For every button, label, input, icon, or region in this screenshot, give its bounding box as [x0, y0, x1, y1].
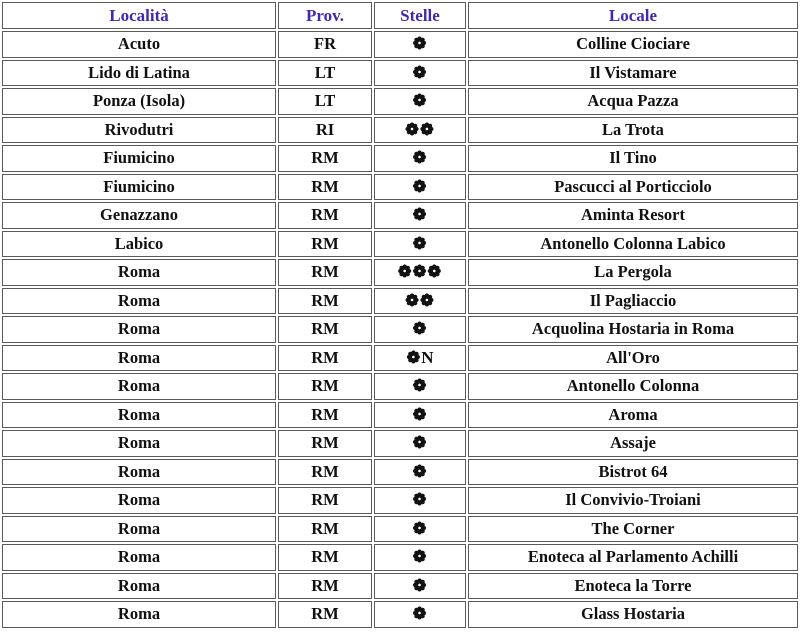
cell-province: RM — [278, 259, 372, 286]
michelin-star-icon: ❁ — [412, 233, 428, 253]
cell-locality: Acuto — [2, 31, 276, 58]
michelin-star-icon: ❁ — [412, 518, 428, 538]
table-header — [2, 2, 798, 29]
table-row — [2, 202, 798, 229]
cell-stars — [374, 544, 466, 571]
column-header-province: Prov. — [278, 2, 372, 29]
cell-venue: La Trota — [468, 117, 798, 144]
column-header-locality: Località — [2, 2, 276, 29]
cell-province: RM — [278, 516, 372, 543]
cell-venue: All'Oro — [468, 345, 798, 372]
cell-province: FR — [278, 31, 372, 58]
cell-venue: Acquolina Hostaria in Roma — [468, 316, 798, 343]
new-entry-marker: N — [421, 347, 434, 367]
cell-venue: Glass Hostaria — [468, 601, 798, 628]
cell-province: RM — [278, 573, 372, 600]
michelin-star-icon: ❁ — [412, 461, 428, 481]
michelin-star-icon: ❁ — [412, 376, 428, 396]
cell-stars — [374, 516, 466, 543]
cell-province: RM — [278, 544, 372, 571]
michelin-star-icon: ❁ — [427, 262, 443, 282]
table-row — [2, 88, 798, 115]
table-row — [2, 345, 798, 372]
cell-stars — [374, 117, 466, 144]
cell-venue: Il Convivio-Troiani — [468, 487, 798, 514]
cell-locality: Labico — [2, 231, 276, 258]
cell-venue: Antonello Colonna — [468, 373, 798, 400]
cell-locality: Roma — [2, 573, 276, 600]
table-row — [2, 231, 798, 258]
table-row — [2, 145, 798, 172]
table-row — [2, 573, 798, 600]
column-header-stars: Stelle — [374, 2, 466, 29]
michelin-star-icon: ❁ — [412, 433, 428, 453]
cell-province: RM — [278, 288, 372, 315]
cell-province: RI — [278, 117, 372, 144]
cell-province: RM — [278, 402, 372, 429]
cell-locality: Roma — [2, 601, 276, 628]
cell-province: LT — [278, 88, 372, 115]
cell-province: RM — [278, 145, 372, 172]
cell-venue: Bistrot 64 — [468, 459, 798, 486]
cell-locality: Roma — [2, 259, 276, 286]
cell-stars — [374, 402, 466, 429]
table-row — [2, 402, 798, 429]
table-row — [2, 117, 798, 144]
table-row — [2, 174, 798, 201]
cell-venue: The Corner — [468, 516, 798, 543]
cell-stars — [374, 145, 466, 172]
cell-venue: Pascucci al Porticciolo — [468, 174, 798, 201]
cell-venue: Enoteca la Torre — [468, 573, 798, 600]
cell-locality: Lido di Latina — [2, 60, 276, 87]
cell-stars — [374, 259, 466, 286]
table-row — [2, 459, 798, 486]
cell-province: RM — [278, 345, 372, 372]
table-row — [2, 288, 798, 315]
cell-venue: Acqua Pazza — [468, 88, 798, 115]
michelin-star-icon: ❁ — [397, 262, 413, 282]
cell-locality: Roma — [2, 288, 276, 315]
table-row — [2, 430, 798, 457]
cell-locality: Fiumicino — [2, 174, 276, 201]
cell-stars — [374, 601, 466, 628]
table-row — [2, 31, 798, 58]
table-row — [2, 60, 798, 87]
cell-venue: Il Vistamare — [468, 60, 798, 87]
cell-stars — [374, 31, 466, 58]
cell-stars — [374, 345, 466, 372]
table-row — [2, 487, 798, 514]
cell-stars — [374, 202, 466, 229]
cell-venue: Colline Ciociare — [468, 31, 798, 58]
table-row — [2, 516, 798, 543]
cell-venue: La Pergola — [468, 259, 798, 286]
cell-locality: Roma — [2, 487, 276, 514]
cell-stars — [374, 430, 466, 457]
michelin-star-icon: ❁ — [412, 262, 428, 282]
header-row — [2, 2, 798, 29]
cell-stars — [374, 60, 466, 87]
column-header-venue: Locale — [468, 2, 798, 29]
cell-locality: Roma — [2, 544, 276, 571]
cell-venue: Aroma — [468, 402, 798, 429]
cell-stars — [374, 459, 466, 486]
michelin-star-icon: ❁ — [412, 34, 428, 54]
cell-locality: Roma — [2, 345, 276, 372]
michelin-star-icon: ❁ — [412, 404, 428, 424]
michelin-star-icon: ❁ — [412, 148, 428, 168]
michelin-star-icon: ❁ — [412, 205, 428, 225]
cell-stars — [374, 288, 466, 315]
cell-locality: Roma — [2, 516, 276, 543]
cell-stars — [374, 573, 466, 600]
cell-province: RM — [278, 430, 372, 457]
michelin-star-icon: ❁ — [420, 119, 435, 139]
cell-locality: Roma — [2, 459, 276, 486]
cell-locality: Roma — [2, 373, 276, 400]
michelin-star-icon: ❁ — [412, 176, 428, 196]
cell-stars — [374, 231, 466, 258]
cell-province: RM — [278, 202, 372, 229]
table-row — [2, 601, 798, 628]
cell-province: RM — [278, 231, 372, 258]
michelin-star-icon: ❁ — [412, 575, 428, 595]
table-row — [2, 373, 798, 400]
michelin-star-icon: ❁ — [412, 490, 428, 510]
cell-venue: Antonello Colonna Labico — [468, 231, 798, 258]
cell-locality: Roma — [2, 402, 276, 429]
cell-locality: Fiumicino — [2, 145, 276, 172]
cell-locality: Roma — [2, 430, 276, 457]
cell-venue: Il Tino — [468, 145, 798, 172]
michelin-star-icon: ❁ — [412, 547, 428, 567]
michelin-star-icon: ❁ — [405, 119, 420, 139]
michelin-star-icon: ❁ — [412, 604, 428, 624]
cell-locality: Roma — [2, 316, 276, 343]
michelin-star-icon: ❁ — [405, 290, 420, 310]
michelin-star-icon: ❁ — [406, 347, 422, 367]
michelin-star-icon: ❁ — [420, 290, 435, 310]
cell-province: RM — [278, 487, 372, 514]
cell-province: RM — [278, 601, 372, 628]
cell-province: LT — [278, 60, 372, 87]
table-row — [2, 316, 798, 343]
cell-province: RM — [278, 174, 372, 201]
cell-locality: Ponza (Isola) — [2, 88, 276, 115]
cell-locality: Genazzano — [2, 202, 276, 229]
cell-stars — [374, 373, 466, 400]
table-row — [2, 259, 798, 286]
cell-venue: Il Pagliaccio — [468, 288, 798, 315]
table-row — [2, 544, 798, 571]
cell-locality: Rivodutri — [2, 117, 276, 144]
cell-province: RM — [278, 316, 372, 343]
cell-venue: Assaje — [468, 430, 798, 457]
michelin-star-icon: ❁ — [412, 319, 428, 339]
michelin-star-icon: ❁ — [412, 91, 428, 111]
cell-stars — [374, 487, 466, 514]
cell-venue: Aminta Resort — [468, 202, 798, 229]
cell-province: RM — [278, 459, 372, 486]
cell-stars — [374, 88, 466, 115]
michelin-star-icon: ❁ — [412, 62, 428, 82]
table-body — [2, 31, 798, 628]
cell-venue: Enoteca al Parlamento Achilli — [468, 544, 798, 571]
cell-stars — [374, 316, 466, 343]
cell-province: RM — [278, 373, 372, 400]
cell-stars — [374, 174, 466, 201]
